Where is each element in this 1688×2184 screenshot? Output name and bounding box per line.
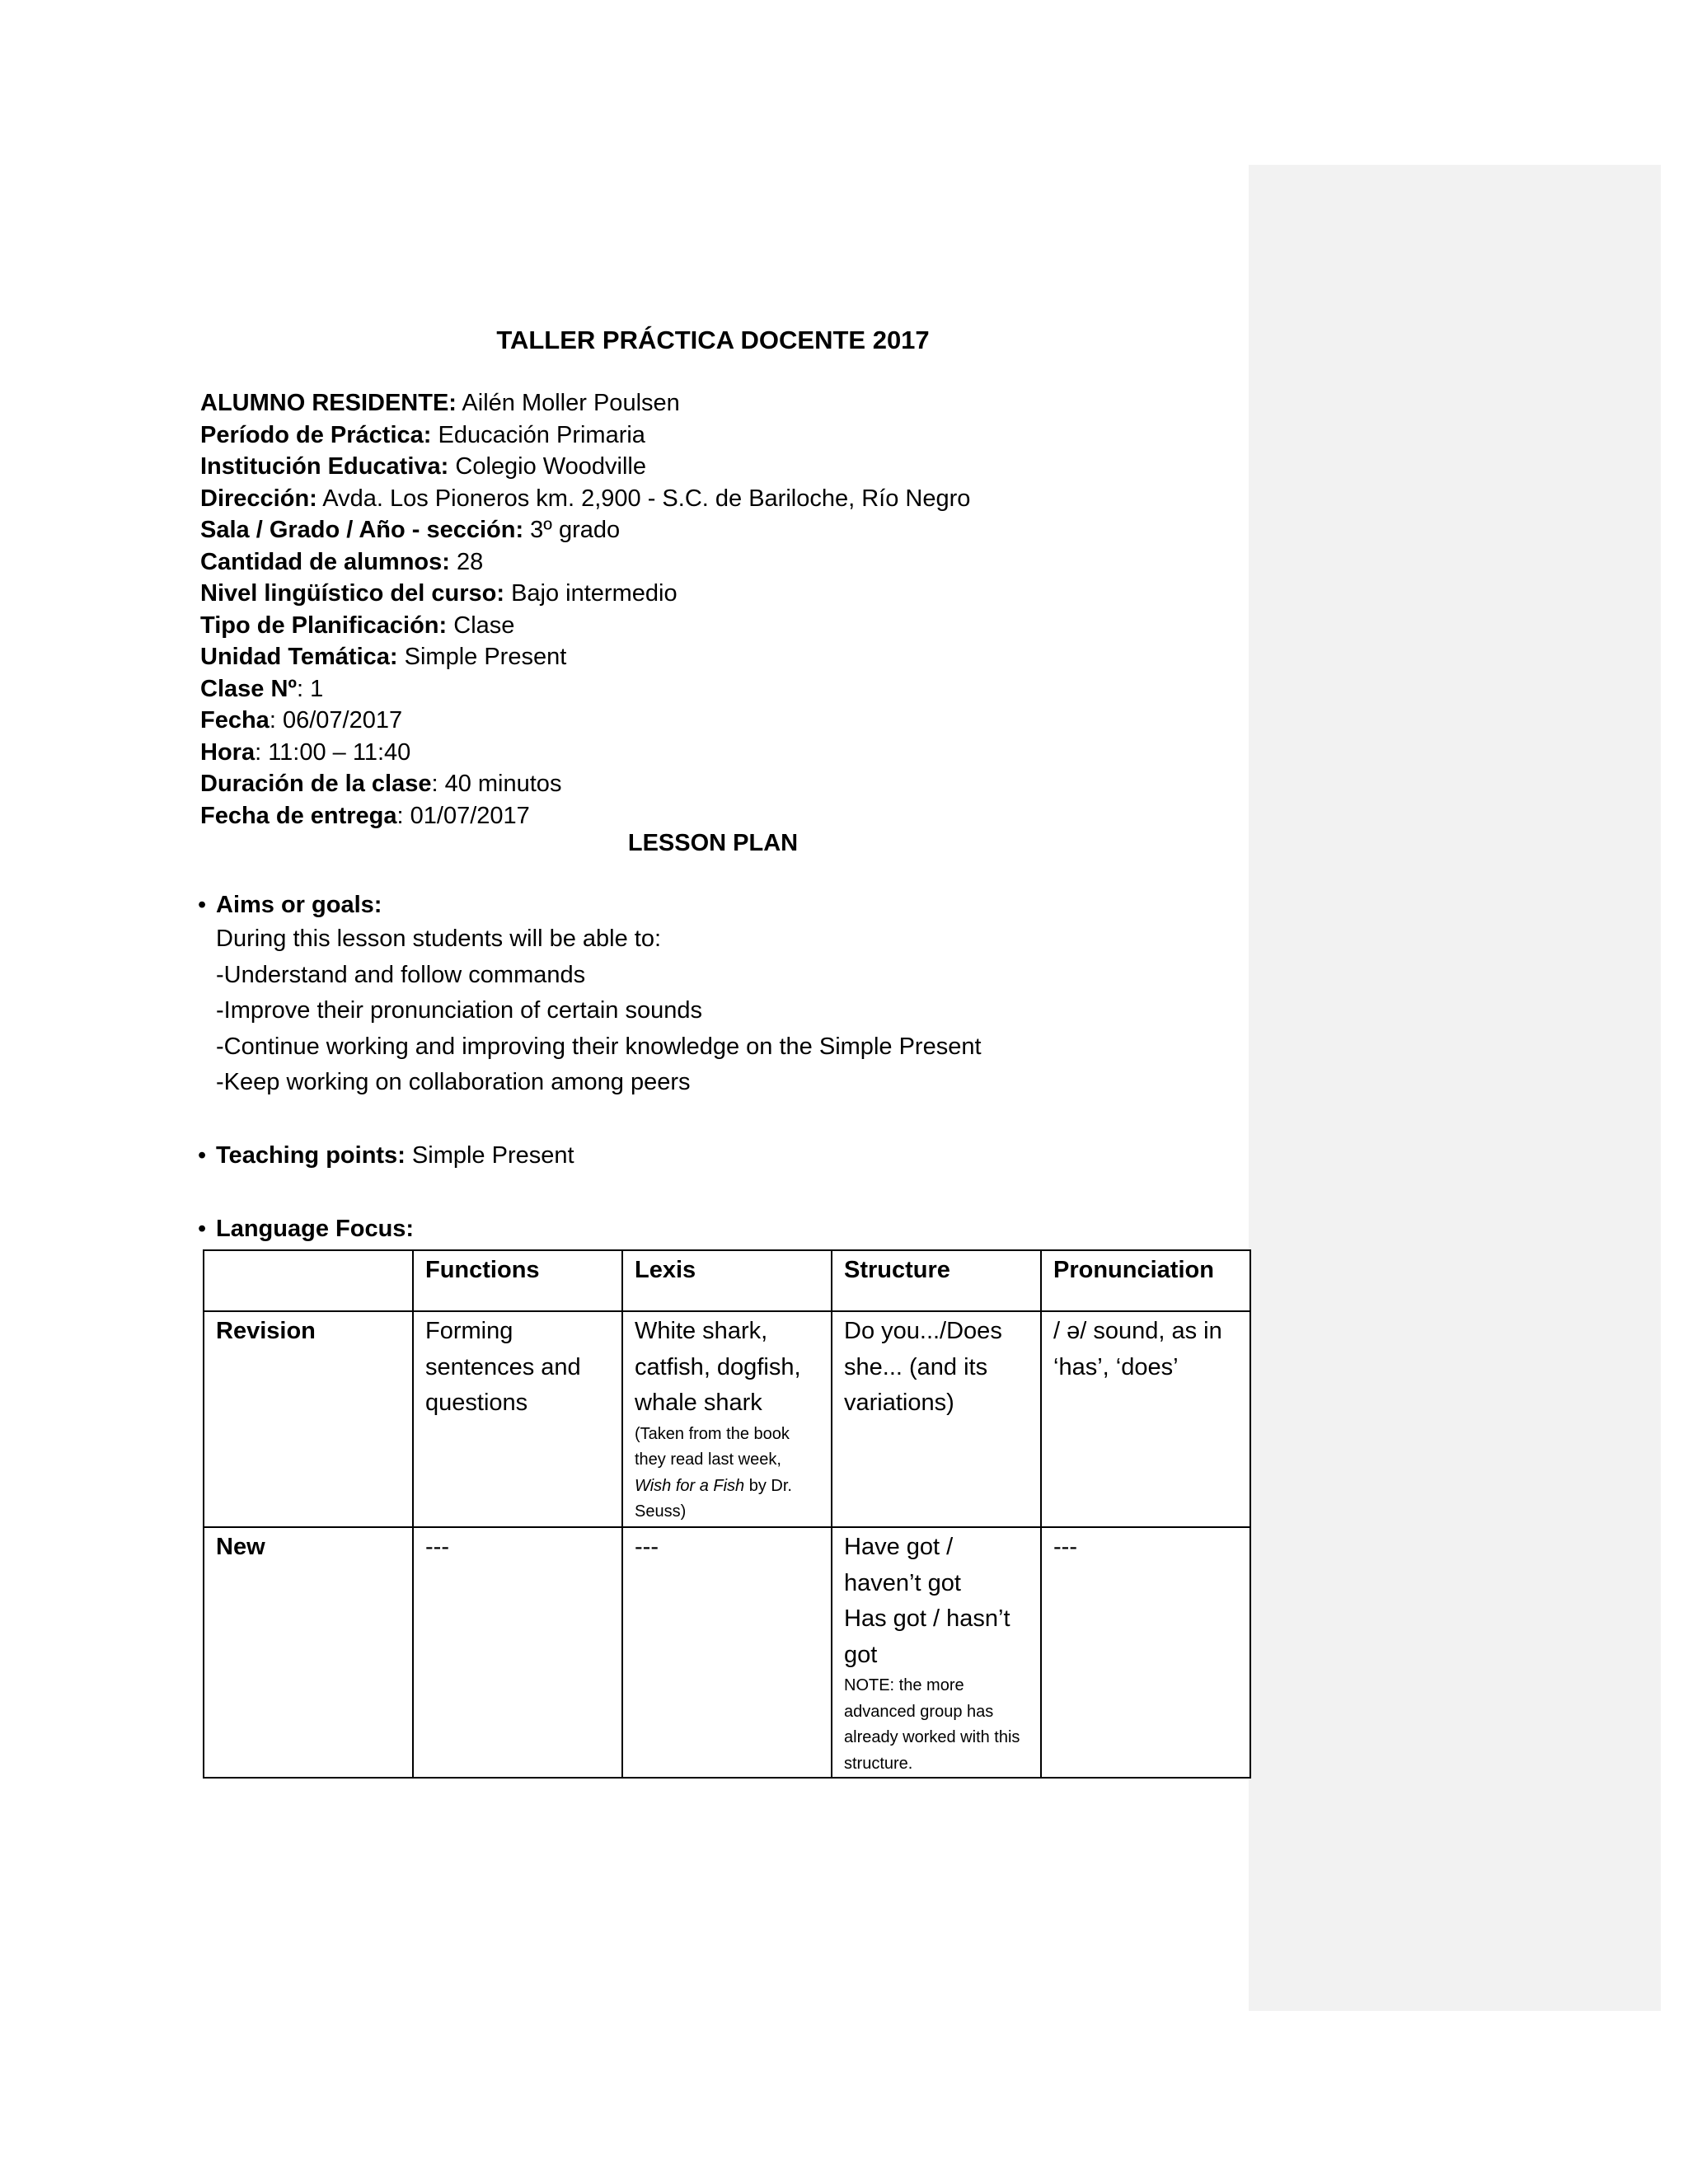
info-value: Avda. Los Pioneros km. 2,900 - S.C. de Bariloche, Río Negro (316, 485, 971, 512)
info-value: : 1 (296, 675, 324, 702)
info-label: Sala / Grado / Año - sección: (200, 517, 524, 543)
info-label: ALUMNO RESIDENTE: (200, 390, 457, 416)
info-label: Nivel lingüístico del curso: (200, 580, 505, 607)
aims-heading (198, 887, 382, 923)
revision-lexis: White shark, catfish, dogfish, whale shark (635, 1318, 801, 1416)
info-row-duracion (200, 768, 970, 800)
info-label: Fecha (200, 707, 270, 733)
lexis-note-text: (Taken from the book they read last week, (635, 1424, 790, 1469)
comment-pane (1249, 165, 1661, 2011)
aims-line: -Continue working and improving their knowledge on the Simple Present (216, 1033, 982, 1060)
info-block (200, 387, 970, 832)
header-cell-structure: Structure (832, 1250, 1041, 1311)
new-pronunciation: --- (1041, 1527, 1250, 1778)
info-label: Hora (200, 738, 256, 766)
info-row-nivel (200, 578, 970, 610)
language-focus-label: Language Focus: (216, 1216, 415, 1242)
new-lexis: --- (622, 1527, 832, 1778)
revision-lexis-cell (622, 1311, 832, 1527)
new-structure-line: Have got / haven’t got (844, 1534, 961, 1596)
lesson-plan-title: LESSON PLAN (627, 830, 799, 856)
aims-line: During this lesson students will be able to: (216, 926, 662, 952)
table-header-row (204, 1250, 1250, 1311)
teaching-points-value: Simple Present (405, 1142, 574, 1169)
language-focus-table (203, 1249, 1251, 1779)
info-label: Fecha de entrega (200, 802, 397, 829)
info-label: Institución Educativa: (200, 453, 449, 480)
header-cell-pronunciation: Pronunciation (1041, 1250, 1250, 1311)
header-cell-functions: Functions (413, 1250, 622, 1311)
teaching-points (198, 1137, 574, 1174)
bullet-icon: • (198, 892, 207, 918)
info-value: 28 (449, 548, 484, 575)
info-row-sala (200, 514, 970, 546)
info-label: Tipo de Planificación: (200, 612, 448, 639)
bullet-icon: • (198, 1216, 207, 1242)
table-row-new (204, 1527, 1250, 1778)
info-value: Simple Present (397, 644, 567, 670)
info-label: Dirección: (200, 485, 317, 512)
info-label: Duración de la clase (200, 771, 432, 797)
teaching-points-label: Teaching points: (216, 1142, 406, 1169)
lexis-note-text: by Dr. Seuss) (635, 1476, 792, 1521)
info-value: Educación Primaria (431, 421, 645, 448)
aims-line: -Keep working on collaboration among peers (216, 1069, 691, 1095)
aims-list (216, 921, 982, 1101)
info-label: Cantidad de alumnos: (200, 548, 450, 575)
info-row-hora (200, 737, 970, 769)
bullet-icon: • (198, 1142, 207, 1169)
row-label-new: New (204, 1527, 413, 1778)
revision-structure: Do you.../Does she... (and its variations) (832, 1311, 1041, 1527)
info-row-cantidad (200, 546, 970, 579)
aims-line: -Improve their pronunciation of certain sounds (216, 997, 702, 1024)
info-label: Clase Nº (200, 675, 297, 702)
aims-line: -Understand and follow commands (216, 961, 586, 988)
info-value: : 06/07/2017 (269, 707, 403, 733)
info-row-clase (200, 673, 970, 705)
new-functions: --- (413, 1527, 622, 1778)
document-title: TALLER PRÁCTICA DOCENTE 2017 (496, 326, 930, 354)
info-label: Período de Práctica: (200, 421, 432, 448)
info-value: Ailén Moller Poulsen (456, 390, 680, 416)
new-structure-cell (832, 1527, 1041, 1778)
aims-label: Aims or goals: (216, 892, 382, 918)
info-label: Unidad Temática: (200, 644, 398, 670)
info-row-direccion (200, 483, 970, 515)
new-structure-note: NOTE: the more advanced group has already worked with this structure. (844, 1676, 1020, 1773)
revision-functions: Forming sentences and questions (413, 1311, 622, 1527)
info-row-entrega (200, 800, 970, 832)
info-value: : 11:00 – 11:40 (255, 738, 411, 766)
info-value: Colegio Woodville (448, 453, 646, 480)
row-label-revision: Revision (204, 1311, 413, 1527)
info-value: Bajo intermedio (504, 580, 678, 607)
info-row-institucion (200, 451, 970, 483)
language-focus-heading (198, 1211, 414, 1247)
revision-pronunciation: / ə/ sound, as in ‘has’, ‘does’ (1041, 1311, 1250, 1527)
info-row-periodo (200, 419, 970, 452)
header-cell-empty (204, 1250, 413, 1311)
info-value: 3º grado (523, 517, 621, 543)
info-row-fecha (200, 705, 970, 737)
header-cell-lexis: Lexis (622, 1250, 832, 1311)
new-structure-line: Has got / hasn’t got (844, 1605, 1010, 1668)
info-value: Clase (447, 612, 515, 639)
info-row-tipo (200, 610, 970, 642)
info-value: : 40 minutos (431, 771, 562, 797)
revision-lexis-note (635, 1422, 819, 1526)
info-row-alumno (200, 387, 970, 419)
info-row-unidad (200, 641, 970, 673)
info-value: : 01/07/2017 (396, 802, 530, 829)
table-row-revision (204, 1311, 1250, 1527)
book-title: Wish for a Fish (635, 1476, 745, 1495)
